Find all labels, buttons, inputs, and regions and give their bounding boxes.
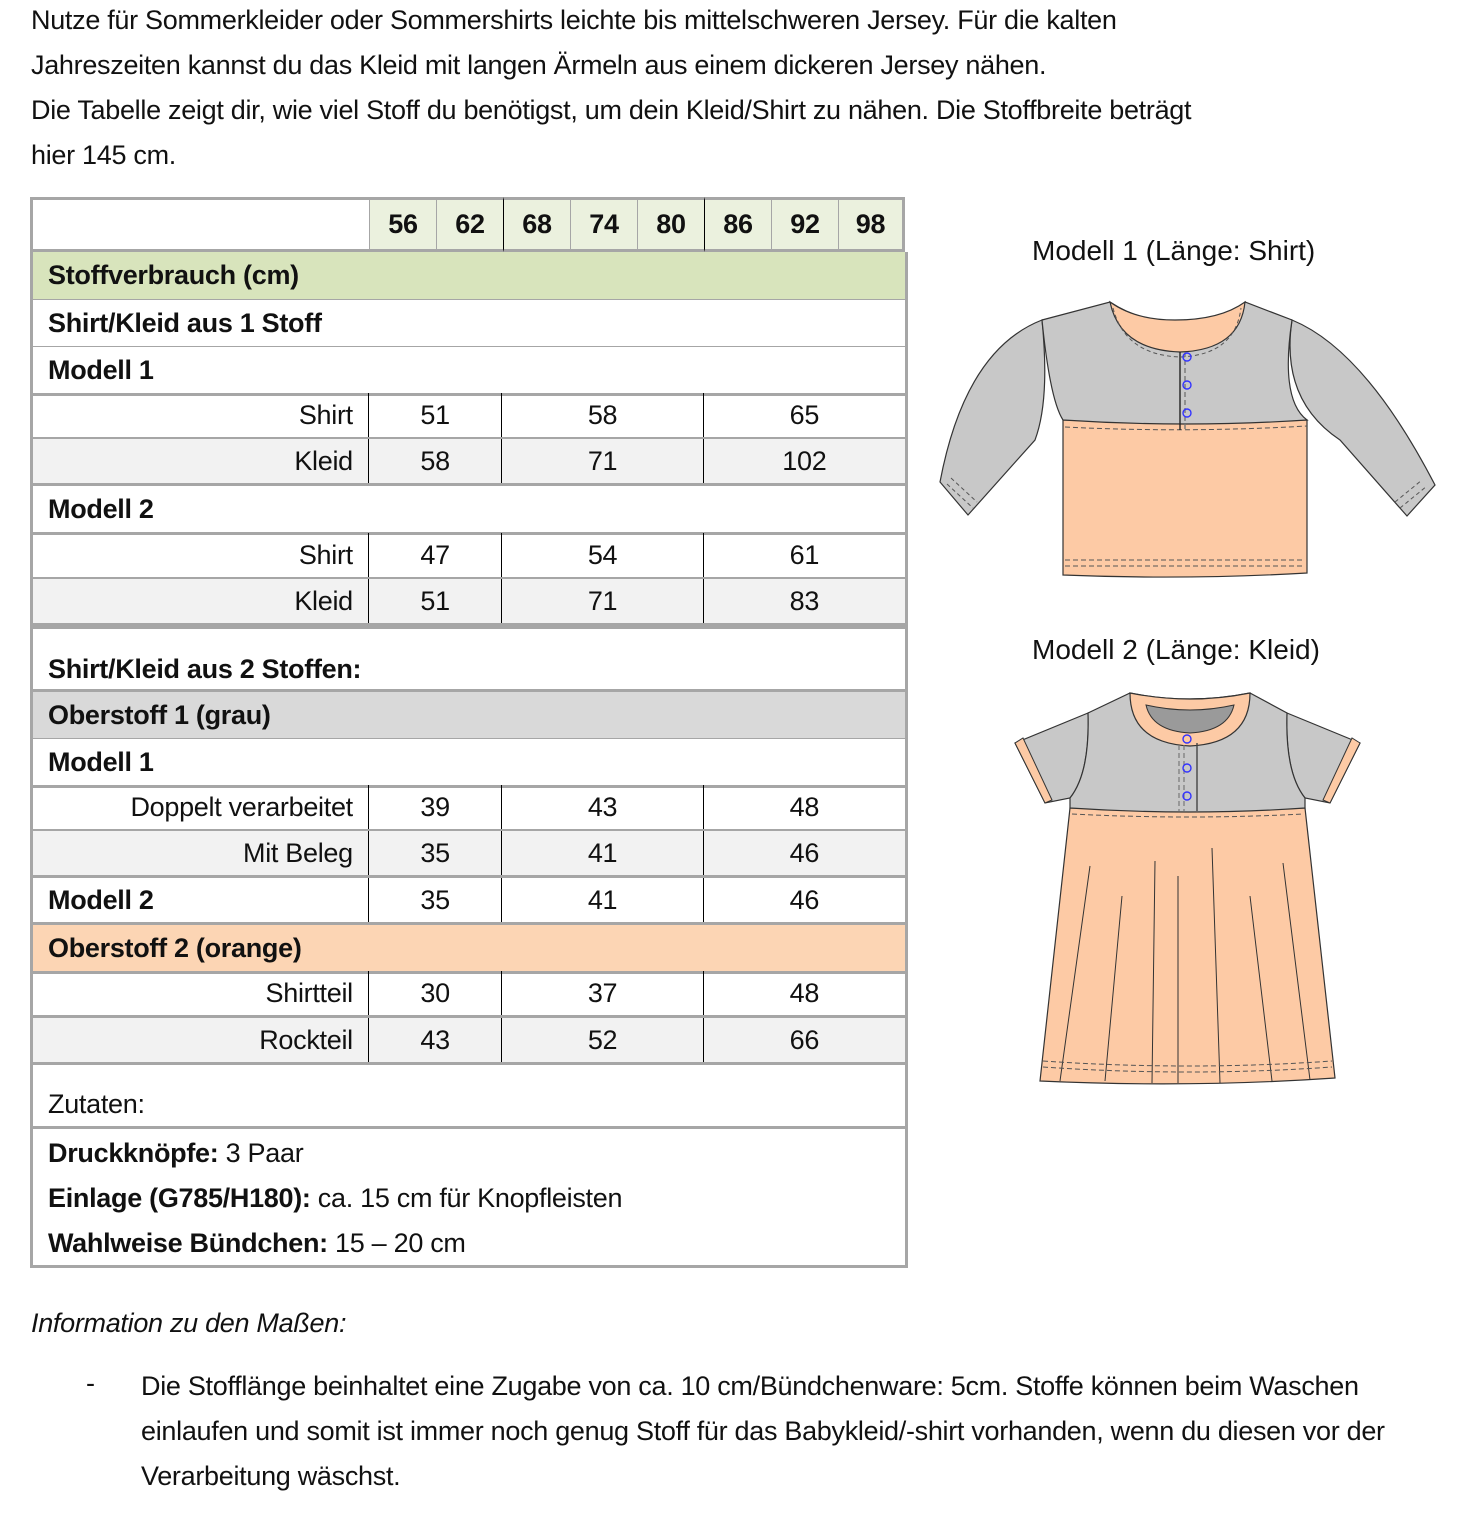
row-label: Shirt bbox=[298, 399, 353, 430]
intro-line: Jahreszeiten kannst du das Kleid mit langen Ärmeln aus einem dickeren Jersey nähen. bbox=[31, 50, 1047, 80]
table-title-row bbox=[30, 252, 908, 302]
size-header: 80 bbox=[637, 197, 704, 252]
intro-line: Nutze für Sommerkleider oder Sommershirts leichte bis mittelschweren Jersey. Für die kalten bbox=[31, 5, 1117, 35]
row-label: Kleid bbox=[294, 585, 353, 616]
size-header: 92 bbox=[771, 197, 838, 252]
zutaten-header-box bbox=[30, 1065, 908, 1129]
table-row bbox=[30, 878, 908, 925]
size-header: 74 bbox=[570, 197, 637, 252]
table-row bbox=[30, 579, 908, 626]
value-cell: 51 bbox=[368, 393, 502, 437]
value-cell: 54 bbox=[501, 533, 702, 577]
dress-skirt-orange bbox=[1040, 808, 1335, 1084]
table-row bbox=[30, 1018, 908, 1065]
header-empty-cell bbox=[30, 197, 369, 252]
row-label: Rockteil bbox=[259, 1024, 353, 1055]
row-label: Modell 2 bbox=[48, 884, 154, 915]
size-header: 68 bbox=[503, 197, 570, 252]
zutaten-item-value: ca. 15 cm für Knopfleisten bbox=[310, 1183, 623, 1213]
bullet-text: Die Stofflänge beinhaltet eine Zugabe von ca. 10 cm/Bündchenware: 5cm. Stoffe können beim Waschen einlaufen und somit ist immer noch genug Stoff für das Babykleid/-shirt vorhanden, wenn du diesen vor der Verarbeitung wäschst. bbox=[141, 1371, 1385, 1491]
model-row bbox=[30, 739, 908, 788]
table-title: Stoffverbrauch (cm) bbox=[30, 252, 908, 302]
left-sleeve bbox=[940, 320, 1045, 515]
zutaten-item-value: 3 Paar bbox=[218, 1138, 304, 1168]
bullet-marker: - bbox=[86, 1368, 95, 1398]
zutaten-item bbox=[33, 1221, 905, 1266]
value-cell: 35 bbox=[368, 878, 502, 922]
section-title: Shirt/Kleid aus 1 Stoff bbox=[30, 300, 908, 349]
size-header: 62 bbox=[436, 197, 503, 252]
row-label: Mit Beleg bbox=[243, 837, 353, 868]
intro-line: hier 145 cm. bbox=[31, 140, 176, 170]
value-cell: 66 bbox=[703, 1018, 905, 1062]
model-label: Modell 1 bbox=[30, 347, 908, 396]
fabric-title-grey: Oberstoff 1 (grau) bbox=[30, 692, 908, 741]
value-cell: 71 bbox=[501, 439, 702, 483]
value-cell: 48 bbox=[703, 971, 905, 1015]
zutaten-list bbox=[30, 1129, 908, 1268]
section-row bbox=[30, 626, 908, 692]
table-row bbox=[30, 533, 908, 580]
modell2-dress-illustration bbox=[1010, 683, 1365, 1103]
value-cell: 43 bbox=[368, 1018, 502, 1062]
shirt-body-orange bbox=[1063, 420, 1307, 577]
value-cell: 37 bbox=[501, 971, 702, 1015]
size-header: 56 bbox=[369, 197, 436, 252]
modell2-figure-title: Modell 2 (Länge: Kleid) bbox=[1032, 634, 1320, 665]
table-row bbox=[30, 971, 908, 1018]
value-cell: 39 bbox=[368, 785, 502, 829]
intro-line: Die Tabelle zeigt dir, wie viel Stoff du benötigst, um dein Kleid/Shirt zu nähen. Die Stoffbreite beträgt bbox=[31, 95, 1192, 125]
value-cell: 58 bbox=[368, 439, 502, 483]
zutaten-item-label: Einlage (G785/H180): bbox=[48, 1183, 311, 1213]
value-cell: 30 bbox=[368, 971, 502, 1015]
zutaten-item bbox=[33, 1176, 905, 1221]
value-cell: 61 bbox=[703, 533, 905, 577]
zutaten-item-label: Wahlweise Bündchen: bbox=[48, 1228, 328, 1258]
value-cell: 41 bbox=[501, 831, 702, 875]
value-cell: 47 bbox=[368, 533, 502, 577]
table-row bbox=[30, 393, 908, 440]
model-row bbox=[30, 486, 908, 535]
fabric-row bbox=[30, 925, 908, 974]
value-cell: 102 bbox=[703, 439, 905, 483]
value-cell: 35 bbox=[368, 831, 502, 875]
model-label: Modell 2 bbox=[30, 486, 908, 535]
value-cell: 71 bbox=[501, 579, 702, 623]
row-label: Shirt bbox=[298, 539, 353, 570]
value-cell: 46 bbox=[703, 831, 905, 875]
zutaten-item bbox=[33, 1131, 905, 1176]
row-label: Kleid bbox=[294, 445, 353, 476]
modell1-figure-title: Modell 1 (Länge: Shirt) bbox=[1032, 235, 1316, 266]
value-cell: 51 bbox=[368, 579, 502, 623]
info-title: Information zu den Maßen: bbox=[31, 1308, 347, 1338]
intro-paragraph bbox=[31, 0, 1431, 178]
row-label: Shirtteil bbox=[265, 977, 353, 1008]
fabric-title-orange: Oberstoff 2 (orange) bbox=[30, 925, 908, 974]
zutaten-title: Zutaten: bbox=[48, 1089, 145, 1119]
table-row bbox=[30, 439, 908, 486]
section-row bbox=[30, 300, 908, 349]
section-title: Shirt/Kleid aus 2 Stoffen: bbox=[30, 626, 908, 692]
value-cell: 46 bbox=[703, 878, 905, 922]
modell1-shirt-illustration bbox=[935, 290, 1440, 590]
model-row bbox=[30, 347, 908, 396]
size-header-row bbox=[30, 197, 905, 252]
value-cell: 65 bbox=[703, 393, 905, 437]
value-cell: 43 bbox=[501, 785, 702, 829]
table-row bbox=[30, 831, 908, 878]
row-label: Doppelt verarbeitet bbox=[130, 791, 353, 822]
zutaten-item-value: 15 – 20 cm bbox=[327, 1228, 466, 1258]
value-cell: 52 bbox=[501, 1018, 702, 1062]
value-cell: 83 bbox=[703, 579, 905, 623]
size-header: 98 bbox=[838, 197, 905, 252]
value-cell: 48 bbox=[703, 785, 905, 829]
fabric-row bbox=[30, 692, 908, 741]
value-cell: 41 bbox=[501, 878, 702, 922]
value-cell: 58 bbox=[501, 393, 702, 437]
size-header: 86 bbox=[704, 197, 771, 252]
table-row bbox=[30, 785, 908, 832]
model-label: Modell 1 bbox=[30, 739, 908, 788]
zutaten-item-label: Druckknöpfe: bbox=[48, 1138, 219, 1168]
